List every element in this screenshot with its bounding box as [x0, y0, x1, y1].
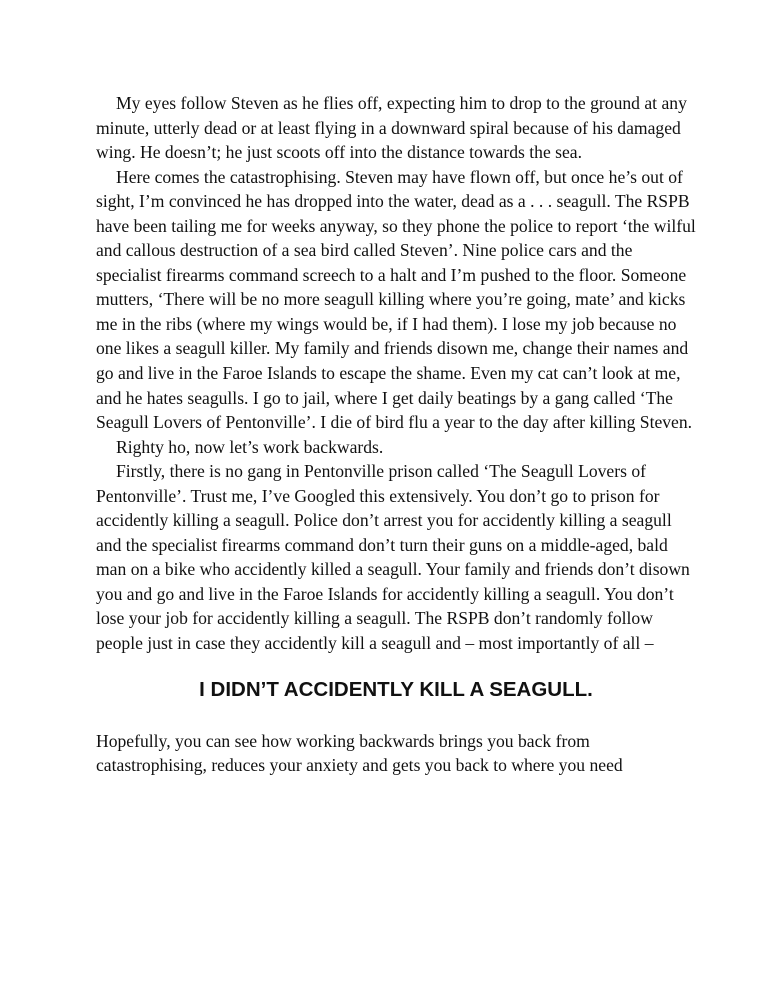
paragraph-catastrophising: Here comes the catastrophising. Steven may have flown off, but once he’s out of sight, I’m convinced he has dropped into the water, dead as a . . . seagull. The RSPB have been tailing me for weeks anyway, so they phone the police to report ‘the wilful and callous destruction of a sea bird called Steven’. Nine police cars and the specialist firearms command screech to a halt and I’m pushed to the floor. Someone mutters, ‘There will be no more seagull killing where you’re going, mate’ and kicks me in the ribs (where my wings would be, if I had them). I lose my job because no one likes a seagull killer. My family and friends disown me, change their names and go and live in the Faroe Islands to escape the shame. Even my cat can’t look at me, and he hates seagulls. I go to jail, where I get daily beatings by a gang called ‘The Seagull Lovers of Pentonville’. I die of bird flu a year to the day after killing Steven. [96, 166, 696, 433]
paragraph-work-backwards: Righty ho, now let’s work backwards. [116, 436, 384, 457]
page-body [96, 91, 696, 778]
paragraph-closing: Hopefully, you can see how working backwards brings you back from catastrophising, reduces your anxiety and gets you back to where you need [96, 730, 623, 776]
paragraph-steven-flies-off: My eyes follow Steven as he flies off, expecting him to drop to the ground at any minute, utterly dead or at least flying in a downward spiral because of his damaged wing. He doesn’t; he just scoots off into the distance towards the sea. [96, 93, 687, 163]
paragraph-firstly: Firstly, there is no gang in Pentonville prison called ‘The Seagull Lovers of Pentonville’. Trust me, I’ve Googled this extensively. You don’t go to prison for accidently killing a seagull. Police don’t arrest you for accidently killing a seagull and the specialist firearms command don’t turn their guns on a middle-aged, bald man on a bike who accidently killed a seagull. Your family and friends don’t disown you and go and live in the Faroe Islands for accidently killing a seagull. You don’t lose your job for accidently killing a seagull. The RSPB don’t randomly follow people just in case they accidently kill a seagull and – most importantly of all – [96, 461, 690, 654]
emphasis-heading: I DIDN’T ACCIDENTLY KILL A SEAGULL. [199, 677, 593, 701]
